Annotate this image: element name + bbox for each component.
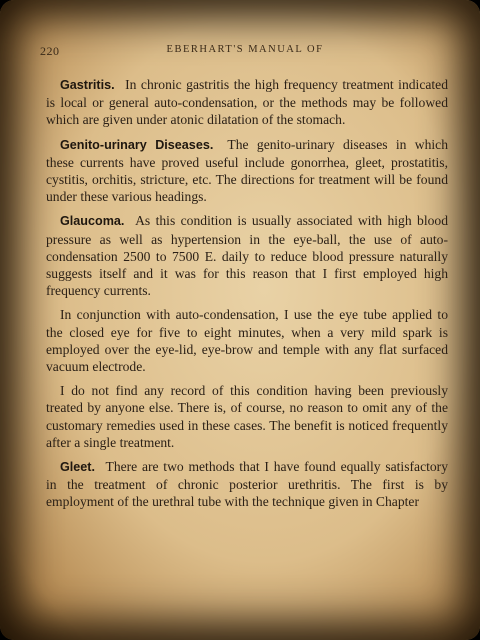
entry-text: There are two methods that I have found equally satisfactory in the treatment of chronic posterior urethritis. The first is by employment of the urethral tube with the technique given in Chapter bbox=[46, 459, 448, 510]
entry-text: The genito-urinary diseases in which these currents have proved useful include gonorrhea, gleet, prostatitis, cystitis, orchitis, stricture, etc. The directions for treatment will be found under these various headings. bbox=[46, 136, 448, 205]
entry-heading: Gleet. bbox=[60, 460, 95, 475]
entry-text: In chronic gastritis the high frequency treatment indicated is local or general auto-condensation, or the methods may be followed which are given under atonic dilatation of the stomach. bbox=[46, 77, 448, 128]
paragraph-glaucoma-technique: In conjunction with auto-condensation, I use the eye tube applied to the closed eye for five to eight minutes, when a very mild spark is employed over the eye-lid, eye-brow and temple with any flat surfaced vacuum electrode. bbox=[46, 307, 448, 375]
entry-text: As this condition is usually associated with high blood pressure as well as hypertension in the eye-ball, the use of auto-condensation 2500 to 7500 E. daily to reduce blood pressure naturally suggests itself and it was for this reason that I first employed high frequency currents. bbox=[46, 213, 448, 299]
page-header bbox=[40, 44, 450, 60]
paragraph-glaucoma-notes: I do not find any record of this condition having been previously treated by anyone else. There is, of course, no reason to omit any of the customary remedies used in these cases. The benefit is noticed frequently after a single treatment. bbox=[46, 383, 448, 450]
entry-heading: Gastritis. bbox=[60, 78, 115, 92]
entry-gastritis bbox=[46, 76, 448, 129]
entry-glaucoma bbox=[46, 212, 448, 299]
page-number: 220 bbox=[40, 44, 60, 58]
entry-genito-urinary bbox=[46, 136, 448, 206]
entry-gleet bbox=[46, 458, 448, 511]
running-title: EBERHART'S MANUAL OF bbox=[166, 44, 324, 55]
entry-heading: Genito-urinary Diseases. bbox=[60, 137, 214, 152]
entry-heading: Glaucoma. bbox=[60, 214, 125, 229]
page-body bbox=[46, 76, 448, 518]
